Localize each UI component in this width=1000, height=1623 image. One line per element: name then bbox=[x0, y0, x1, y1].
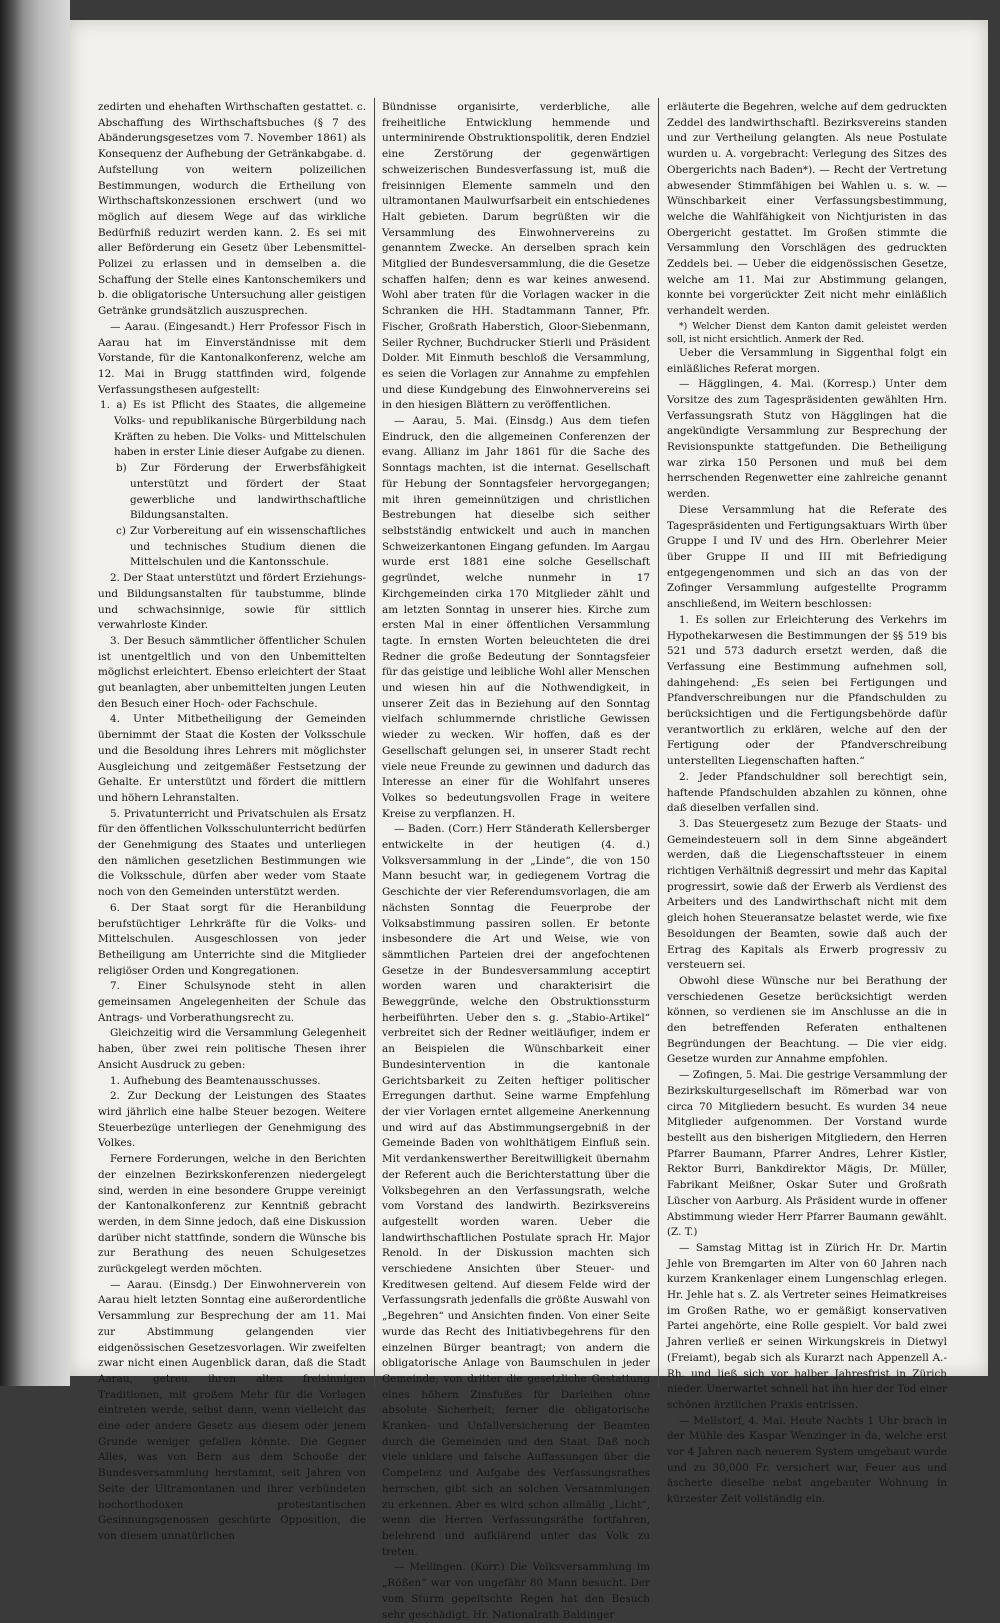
article-paragraph: 1. Es sollen zur Erleichterung des Verkehrs im Hypothekarwesen die Bestimmungen der §§ 519 bis 521 und 573 dadurch ersetzt werden, daß die Verfassung eine Bestimmung aufnehmen soll, dahingehend: „Es seien bei Fertigungen und Pfandverschreibungen nur die Pfandschulden zu berücksichtigen und die Fertigungsbehörde dafür verantwortlich zu erklären, welche auf den der Fertigung oder der Pfandverschreibung unterstellten Liegenschaften haften.“ bbox=[667, 613, 947, 768]
article-paragraph: — Aarau, 5. Mai. (Einsdg.) Aus dem tiefen Eindruck, den die allgemeinen Conferenzen der evang. Allianz im Jahr 1861 für die Sache des Sonntags machten, ist die internat. Gesellschaft für Hebung der Sonntagsfeier hervorgegangen; mit ihren gemeinnützigen und christlichen Bestrebungen hat dieselbe sich seither selbstständig entwickelt und auch in manchen Schweizerkantonen Eingang gefunden. Im Aargau wurde erst 1881 eine solche Gesellschaft gegründet, welche nunmehr in 17 Kirchgemeinden cirka 170 Mitglieder zählt und am letzten Sonntag in unserer hies. Kirche zum ersten Mal in einer öffentlichen Versammlung tagte. In ernsten Worten beleuchteten die drei Redner die große Bedeutung der Sonntagsfeier für das geistige und leibliche Wohl aller Menschen und wiesen hin auf die Nothwendigkeit, in unserer Zeit das in Beziehung auf den Sonntag vielfach schlummernde christliche Gewissen wieder zu wecken. Wir hoffen, daß es der Gesellschaft gelungen sei, in unserer Stadt recht viele neue Freunde zu gewinnen und dadurch das Interesse an einer für die Wohlfahrt unseres Volkes so bedeutungsvollen Frage in weitere Kreise zu verpflanzen. H. bbox=[382, 415, 650, 820]
article-paragraph: 6. Der Staat sorgt für die Heranbildung berufstüchtiger Lehrkräfte für die Volks- und Mittelschulen. Ausgeschlossen von jeder Betheiligung am Unterrichte sind die Mitglieder religiöser Orden und Kongregationen. bbox=[98, 901, 366, 977]
article-paragraph: Gleichzeitig wird die Versammlung Gelegenheit haben, über zwei rein politische Thesen ihrer Ansicht Ausdruck zu geben: bbox=[98, 1027, 366, 1071]
column-1 bbox=[98, 100, 366, 1542]
article-paragraph: Obwohl diese Wünsche nur bei Berathung der verschiedenen Gesetze berücksichtigt werden können, so verdienen sie im Anschlusse an die in den betreffenden Referaten enthaltenen Begründungen der Beachtung. — Die vier eidg. Gesetze wurden zur Annahme empfohlen. bbox=[667, 974, 947, 1066]
article-paragraph: — Aarau. (Eingesandt.) Herr Professor Fisch in Aarau hat im Einverständnisse mit dem Vorstande, für die Kantonalkonferenz, welche am 12. Mai in Brugg stattfinden wird, folgende Verfassungsthesen aufgestellt: bbox=[98, 320, 366, 396]
article-paragraph: — Aarau. (Einsdg.) Der Einwohnerverein von Aarau hielt letzten Sonntag eine außerordentliche Versammlung zur Besprechung der am 11. Mai zur Abstimmung gelangenden vier eidgenössischen Gesetzesvorlagen. Wir zweifelten zwar nicht einen Augenblick daran, daß die Stadt Aarau, getreu ihren alten freisinnigen Traditionen, mit großem Mehr für die Vorlagen eintreten werde, selbst dann, wenn vielleicht das eine oder andere Gesetz aus diesem oder jenem Grunde weniger gefallen könnte. Die Gegner Alles, was von Bern aus dem Schooße der Bundesversammlung herstammt, seit Jahren von Seite der Ultramontanen und ihrer verbündeten hochorthodoxen protestantischen Gesinnungsgenossen geschürte Opposition, die von diesem unnatürlichen bbox=[98, 1278, 366, 1542]
article-paragraph: Fernere Forderungen, welche in den Berichten der einzelnen Bezirkskonferenzen niedergelegt sind, werden in eine besondere Gruppe vereinigt der Kantonalkonferenz zur Kenntniß gebracht werden, in dem Sinne jedoch, daß eine Diskussion darüber nicht stattfinde, sondern die Wünsche bis zur Berathung des neuen Schulgesetzes zurückgelegt werden möchten. bbox=[98, 1153, 366, 1276]
article-paragraph: 1. Aufhebung des Beamtenausschusses. bbox=[110, 1074, 321, 1087]
article-paragraph: — Hägglingen, 4. Mai. (Korresp.) Unter dem Vorsitze des zum Tagespräsidenten gewählten Hrn. Verfassungsrath Stutz von Hägglingen hat die angekündigte Versammlung zur Besprechung der Revisionspunkte stattgefunden. Die Betheiligung war zirka 150 Personen und muß bei dem herrschenden Regenwetter eine zahlreiche genannt werden. bbox=[667, 378, 947, 501]
column-rule-2 bbox=[658, 98, 659, 1388]
article-paragraph: Ueber die Versammlung in Siggenthal folgt ein einläßliches Referat morgen. bbox=[667, 346, 947, 375]
scan-dark-edge bbox=[0, 0, 22, 1386]
article-paragraph: 5. Privatunterricht und Privatschulen als Ersatz für den öffentlichen Volksschulunterricht bedürfen der Genehmigung des Staates und unterliegen den nämlichen gesetzlichen Bestimmungen wie die Volksschule, dürfen aber weder vom Staate noch von den Gemeinden unterstützt werden. bbox=[98, 807, 366, 899]
article-paragraph: erläuterte die Begehren, welche auf dem gedruckten Zeddel des landwirthschaftl. Bezirksvereins standen und zur Vertheilung gelangten. Als neue Postulate wurden u. A. vorgebracht: Verlegung des Sitzes des Obergerichts nach Baden*). — Recht der Vertretung abwesender Stimmfähigen bei Wahlen u. s. w. — Wünschbarkeit einer Verfassungsbestimmung, welche die Wahlfähigkeit von Nichtjuristen in das Obergericht gestattet. Im Großen stimmte die Versammlung den Vorschlägen des gedruckten Zeddels bei. — Ueber die eidgenössischen Gesetze, welche am 11. Mai zur Abstimmung gelangen, konnte bei vorgerückter Zeit nicht mehr einläßlich verhandelt werden. bbox=[667, 101, 947, 318]
column-2 bbox=[382, 100, 650, 1621]
article-paragraph: b) Zur Förderung der Erwerbsfähigkeit unterstützt und fördert der Staat gewerbliche und landwirthschaftliche Bildungsanstalten. bbox=[116, 462, 366, 522]
article-paragraph: — Samstag Mittag ist in Zürich Hr. Dr. Martin Jehle von Bremgarten im Alter von 60 Jahren nach kurzem Krankenlager einem Lungenschlag erlegen. Hr. Jehle hat s. Z. als Vertreter seines Heimatkreises im Großen Rathe, wo er gemäßigt konservativen Partei angehörte, eine Rolle gespielt. Vor bald zwei Jahren verließ er seinen Wirkungskreis in Dietwyl (Freiamt), begab sich als Kurarzt nach Appenzell A.-Rh. und ließ sich vor halber Jahresfrist in Zürich nieder. Unerwartet schnell hat ihn hier der Tod einer schönen ärztlichen Praxis entrissen. bbox=[667, 1241, 947, 1411]
article-paragraph: 1. a) Es ist Pflicht des Staates, die allgemeine Volks- und republikanische Bürgerbildung nach Kräften zu heben. Die Volks- und Mittelschulen haben in erster Linie dieser Aufgabe zu dienen. bbox=[100, 399, 366, 459]
article-paragraph: — Zofingen, 5. Mai. Die gestrige Versammlung der Bezirkskulturgesellschaft im Römerbad war von circa 70 Mitgliedern besucht. Es wurden 34 neue Mitglieder aufgenommen. Der Vorstand wurde bestellt aus den bisherigen Mitgliedern, den Herren Pfarrer Baumann, Pfarrer Andres, Lehrer Kistler, Rektor Burri, Bankdirektor Mägis, Dr. Müller, Fabrikant Meißner, Oskar Suter und Großrath Lüscher von Aarburg. Als Präsident wurde in offener Abstimmung wieder Herr Pfarrer Baumann gewählt. (Z. T.) bbox=[667, 1069, 948, 1239]
article-paragraph: 2. Der Staat unterstützt und fördert Erziehungs- und Bildungsanstalten für taubstumme, blinde und schwachsinnige, sowie für sittlich verwahrloste Kinder. bbox=[98, 572, 366, 632]
article-paragraph: zedirten und ehehaften Wirthschaften gestattet. c. Abschaffung des Wirthschaftsbuches (§ 7 des Abänderungsgesetzes vom 7. November 1861) als Konsequenz der Aufhebung der Getränkabgabe. d. Aufstellung von weitern polizeilichen Bestimmungen, wodurch die Ertheilung von Wirthschaftskonzessionen erschwert (und wo möglich auf diesem Wege auf das wirkliche Bedürfniß reduzirt werden kann. 2. Es sei mit aller Beförderung ein Gesetz über Lebensmittel-Polizei zu erlassen und in demselben a. die Schaffung der Stelle eines Kantonschemikers und b. die obligatorische Untersuchung aller geistigen Getränke grundsätzlich auszusprechen. bbox=[98, 101, 366, 318]
article-paragraph: — Mellstorf, 4. Mai. Heute Nachts 1 Uhr brach in der Mühle des Kaspar Wenzinger in da, welche erst vor 4 Jahren nach neuerem System umgebaut wurde und zu 30,000 Fr. versichert war, Feuer aus und äscherte dieselbe nebst angebauter Wohnung in kürzester Zeit vollständig ein. bbox=[667, 1414, 947, 1506]
article-paragraph: 3. Das Steuergesetz zum Bezuge der Staats- und Gemeindesteuern soll in dem Sinne abgeändert werden, daß die Liegenschaftssteuer in einem richtigen Verhältniß degressirt und mehr das Kapital progressirt, sowie daß der Erwerb als Verdienst des Arbeiters und des Landwirthschaft nicht mit dem gleich hohen Steueransatze belastet werde, wie fixe Besoldungen der Beamten, sowie daß auch der Ertrag des Kapitals als Erwerb progressiv zu versteuern sei. bbox=[667, 817, 947, 972]
book-spine bbox=[22, 0, 70, 1386]
column-3 bbox=[667, 100, 948, 1506]
article-paragraph: 3. Der Besuch sämmtlicher öffentlicher Schulen ist unentgeltlich und von den Unbemittelten möglichst erleichtert. Ebenso erleichtert der Staat gut beanlagten, aber unbemittelten jungen Leuten den Besuch einer Hoch- oder Fachschule. bbox=[98, 634, 366, 710]
article-paragraph: 4. Unter Mitbetheiligung der Gemeinden übernimmt der Staat die Kosten der Volksschule und die Besoldung ihres Lehrers mit möglichster Ausgleichung und zeitgemäßer Festsetzung der Gehalte. Er unterstützt und fördert die mittlern und höhern Lehranstalten. bbox=[98, 713, 366, 804]
article-paragraph: 7. Einer Schulsynode steht in allen gemeinsamen Angelegenheiten der Schule das Antrags- und Vorberathungsrecht zu. bbox=[98, 980, 366, 1024]
newspaper-page bbox=[70, 20, 988, 1621]
article-paragraph: c) Zur Vorbereitung auf ein wissenschaftliches und technisches Studium dienen die Mittelschulen und die Kantonsschule. bbox=[116, 524, 366, 569]
article-paragraph: 2. Jeder Pfandschuldner soll berechtigt sein, haftende Pfandschulden abzahlen zu können, ohne daß dieselben verfallen sind. bbox=[667, 770, 947, 815]
article-paragraph: — Baden. (Corr.) Herr Ständerath Kellersberger entwickelte in der heutigen (4. d.) Volksversammlung in der „Linde“, die von 150 Mann besucht war, in gediegenem Vortrag die Geschichte der vier Referendumsvorlagen, die am nächsten Sonntag die Feuerprobe der Volksabstimmung passiren sollen. Er betonte insbesondere die Art und Weise, wie von sämmtlichen Parteien drei der angefochtenen Gesetze in der Bundesversammlung acceptirt worden waren und charakterisirt die Beweggründe, welche den Obstruktionssturm herbeiführten. Ueber den s. g. „Stabio-Artikel“ verbreitet sich der Redner weitläufiger, indem er an Beispielen die Wünschbarkeit einer Bundesintervention in die kantonale Gerichtsbarkeit zu Zeiten heftiger politischer Erregungen darthut. Seine warme Empfehlung der vier Vorlagen erntet allgemeine Anerkennung und wird auf das Abstimmungsergebniß in der Gemeinde Baden von wohlthätigem Einfluß sein. Mit verdankenswerther Bereitwilligkeit übernahm der Referent auch die Berichterstattung über die Volksbegehren an den Verfassungsrath, welche vom Vorstand des landwirth. Bezirksvereins aufgestellt worden waren. Ueber die landwirthschaftlichen Postulate sprach Hr. Major Renold. In der Diskussion machten sich verschiedene Ansichten über Steuer- und Kreditwesen geltend. Auf diesem Felde wird der Verfassungsrath jedenfalls die größte Auswahl von „Begehren“ und Ansichten finden. Von einer Seite wurde das Recht des Initiativbegehrens für den einzelnen Bürger beantragt; von andern die obligatorische Anlage von Baumschulen in jeder Gemeinde; von dritter die gesetzliche Gestattung eines höhern Zinsfußes für Darleihen ohne absolute Sicherheit; ferner die obligatorische Kranken- und Unfallversicherung der Beamten durch die Gemeinden und den Staat. Daß noch viele unklare und falsche Auffassungen über die Competenz und Aufgabe des Verfassungsrathes herrschen, gibt sich an solchen Versammlungen zu erkennen. Aber es wird schon allmälig „Licht“, wenn die Herren Verfassungsräthe fortfahren, belehrend und aufklärend unter das Volk zu treten. bbox=[382, 823, 650, 1558]
article-paragraph: Bündnisse organisirte, verderbliche, alle freiheitliche Entwicklung hemmende und unterminirende Obstruktionspolitik, deren Endziel eine Zerstörung der gegenwärtigen schweizerischen Bundesverfassung ist, muß die freisinnigen Elemente sammeln und den ultramontanen Maulwurfsarbeit ein entschiedenes Halt gebieten. Darum begrüßten wir die Versammlung des Einwohnervereins zu genanntem Zwecke. An derselben sprach kein Mitglied der Bundesversammlung, die die Gesetze schaffen halfen; denn es war keines anwesend. Wohl aber traten für die Vorlagen wacker in die Schranken die HH. Stadtammann Tanner, Pfr. Fischer, Großrath Haberstich, Gloor-Siebenmann, Seiler Rychner, Buchdrucker Stierli und Präsident Dolder. Mit Einmuth beschloß die Versammlung, es seien die Vorlagen zur Annahme zu empfehlen und diese Kundgebung des Einwohnervereins sei in den hiesigen Blättern zu veröffentlichen. bbox=[382, 101, 650, 412]
article-paragraph: 2. Zur Deckung der Leistungen des Staates wird jährlich eine halbe Steuer bezogen. Weitere Steuerbezüge unterliegen der Genehmigung des Volkes. bbox=[98, 1090, 366, 1150]
article-paragraph: *) Welcher Dienst dem Kanton damit geleistet werden soll, ist nicht ersichtlich. Anmerk der Red. bbox=[667, 320, 947, 345]
column-rule-1 bbox=[374, 98, 375, 1388]
article-paragraph: — Mellingen. (Korr.) Die Volksversammlung im „Rößen“ war von ungefähr 80 Mann besucht. Der vom Sturm gepeitschte Regen hat den Besuch sehr geschädigt. Hr. Nationalrath Baldinger bbox=[382, 1561, 650, 1621]
article-paragraph: Diese Versammlung hat die Referate des Tagespräsidenten und Fertigungsaktuars Wirth über Gruppe I und IV und des Hrn. Oberlehrer Meier über Gruppe II und III mit Befriedigung entgegengenommen und sich an das von der Zofinger Versammlung aufgestellte Programm anschließend, im Weitern beschlossen: bbox=[667, 503, 947, 611]
